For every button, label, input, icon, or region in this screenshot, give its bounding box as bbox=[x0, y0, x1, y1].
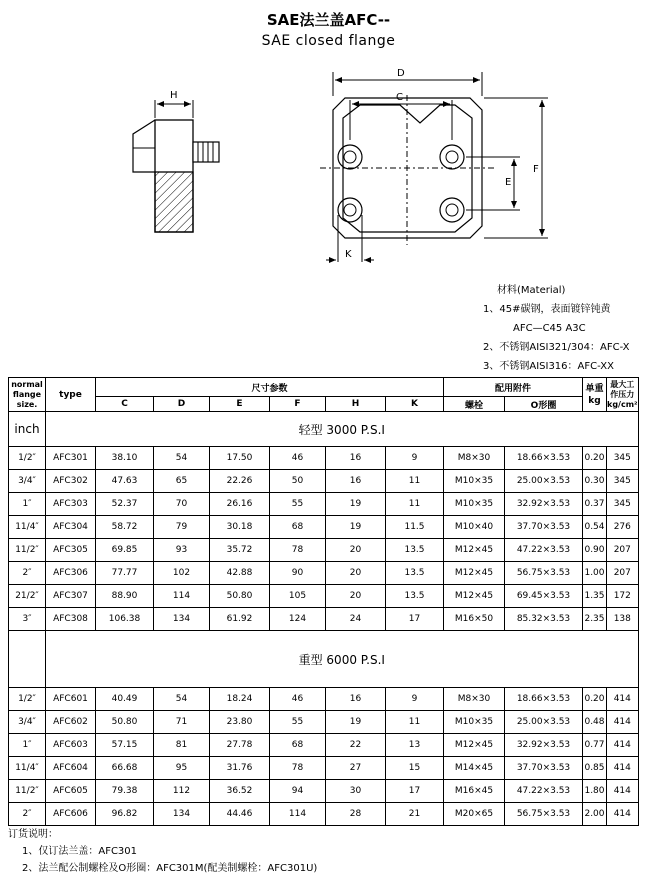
table-cell: 3″ bbox=[9, 608, 46, 631]
header-col: K bbox=[386, 397, 444, 412]
table-cell: 68 bbox=[270, 734, 326, 757]
order-item: 2、法兰配公制螺栓及O形圈：AFC301M(配美制螺栓：AFC301U) bbox=[22, 863, 318, 874]
table-cell: 102 bbox=[154, 562, 210, 585]
table-cell: 1″ bbox=[9, 493, 46, 516]
spacer-cell bbox=[9, 631, 46, 688]
dim-c-label: C bbox=[396, 92, 403, 103]
table-cell: 17.50 bbox=[210, 447, 270, 470]
table-cell: 68 bbox=[270, 516, 326, 539]
table-cell: M12×45 bbox=[444, 539, 505, 562]
table-cell: 1/2″ bbox=[9, 447, 46, 470]
table-cell: 3/4″ bbox=[9, 711, 46, 734]
table-cell: 93 bbox=[154, 539, 210, 562]
order-notes bbox=[8, 826, 317, 877]
table-cell: 114 bbox=[154, 585, 210, 608]
table-cell: 414 bbox=[607, 734, 639, 757]
table-cell: 54 bbox=[154, 447, 210, 470]
table-cell: 70 bbox=[154, 493, 210, 516]
table-cell: 55 bbox=[270, 711, 326, 734]
table-cell: 11 bbox=[386, 493, 444, 516]
table-cell: 13.5 bbox=[386, 585, 444, 608]
table-cell: 13.5 bbox=[386, 562, 444, 585]
table-row bbox=[9, 711, 639, 734]
table-cell: 15 bbox=[386, 757, 444, 780]
table-cell: 16 bbox=[326, 447, 386, 470]
table-cell: 414 bbox=[607, 803, 639, 826]
table-cell: M12×45 bbox=[444, 734, 505, 757]
table-cell: 0.85 bbox=[583, 757, 607, 780]
table-cell: 11.5 bbox=[386, 516, 444, 539]
table-cell: 345 bbox=[607, 493, 639, 516]
table-cell: 25.00×3.53 bbox=[505, 711, 583, 734]
table-cell: M8×30 bbox=[444, 447, 505, 470]
table-cell: 3/4″ bbox=[9, 470, 46, 493]
header-pressure bbox=[607, 378, 639, 412]
table-cell: 2″ bbox=[9, 562, 46, 585]
header-col: D bbox=[154, 397, 210, 412]
table-cell: 2″ bbox=[9, 803, 46, 826]
table-cell: 30 bbox=[326, 780, 386, 803]
table-row bbox=[9, 734, 639, 757]
table-cell: 9 bbox=[386, 447, 444, 470]
header-col: H bbox=[326, 397, 386, 412]
table-row bbox=[9, 447, 639, 470]
table-cell: 138 bbox=[607, 608, 639, 631]
table-cell: 112 bbox=[154, 780, 210, 803]
header-weight-unit: kg bbox=[588, 395, 601, 406]
table-cell: 47.22×3.53 bbox=[505, 539, 583, 562]
table-cell: 77.77 bbox=[96, 562, 154, 585]
table-cell: 27.78 bbox=[210, 734, 270, 757]
table-cell: 172 bbox=[607, 585, 639, 608]
table-cell: AFC307 bbox=[46, 585, 96, 608]
light-section-title: 轻型 3000 P.S.I bbox=[46, 412, 639, 447]
table-row bbox=[9, 780, 639, 803]
material-item: AFC—C45 A3C bbox=[513, 323, 586, 334]
table-cell: AFC306 bbox=[46, 562, 96, 585]
table-cell: 31.76 bbox=[210, 757, 270, 780]
table-cell: AFC304 bbox=[46, 516, 96, 539]
table-cell: 19 bbox=[326, 493, 386, 516]
header-col: C bbox=[96, 397, 154, 412]
page-subtitle: SAE closed flange bbox=[261, 33, 396, 49]
table-cell: 9 bbox=[386, 688, 444, 711]
table-cell: 22 bbox=[326, 734, 386, 757]
table-cell: M12×45 bbox=[444, 562, 505, 585]
table-cell: 345 bbox=[607, 447, 639, 470]
table-cell: M10×35 bbox=[444, 493, 505, 516]
table-cell: 276 bbox=[607, 516, 639, 539]
table-cell: 65 bbox=[154, 470, 210, 493]
table-cell: 78 bbox=[270, 539, 326, 562]
table-cell: 54 bbox=[154, 688, 210, 711]
table-cell: 61.92 bbox=[210, 608, 270, 631]
table-cell: AFC303 bbox=[46, 493, 96, 516]
dim-e-label: E bbox=[505, 177, 512, 188]
table-cell: 56.75×3.53 bbox=[505, 562, 583, 585]
table-cell: 114 bbox=[270, 803, 326, 826]
table-cell: 85.32×3.53 bbox=[505, 608, 583, 631]
table-cell: 0.90 bbox=[583, 539, 607, 562]
table-cell: 37.70×3.53 bbox=[505, 757, 583, 780]
header-pressure-label: 最大工作压力 bbox=[610, 379, 635, 399]
table-cell: 50.80 bbox=[96, 711, 154, 734]
table-cell: M16×45 bbox=[444, 780, 505, 803]
table-cell: 79 bbox=[154, 516, 210, 539]
table-cell: M16×50 bbox=[444, 608, 505, 631]
table-cell: 26.16 bbox=[210, 493, 270, 516]
table-row bbox=[9, 539, 639, 562]
table-cell: 17 bbox=[386, 780, 444, 803]
table-cell: M20×65 bbox=[444, 803, 505, 826]
light-rows bbox=[9, 447, 639, 631]
dim-d-label: D bbox=[397, 68, 405, 79]
material-item: 3、不锈钢AISI316：AFC-XX bbox=[483, 361, 614, 372]
table-cell: 36.52 bbox=[210, 780, 270, 803]
side-view bbox=[133, 90, 219, 232]
table-cell: 16 bbox=[326, 470, 386, 493]
table-row bbox=[9, 493, 639, 516]
table-cell: 32.92×3.53 bbox=[505, 493, 583, 516]
header-col: F bbox=[270, 397, 326, 412]
unit-label: inch bbox=[9, 412, 46, 447]
table-cell: 134 bbox=[154, 608, 210, 631]
header-type: type bbox=[46, 378, 96, 412]
table-cell: 414 bbox=[607, 757, 639, 780]
table-cell: 18.66×3.53 bbox=[505, 688, 583, 711]
material-item: 2、不锈钢AISI321/304：AFC-X bbox=[483, 342, 630, 353]
table-cell: 1/2″ bbox=[9, 688, 46, 711]
table-cell: 0.20 bbox=[583, 447, 607, 470]
table-cell: 66.68 bbox=[96, 757, 154, 780]
table-cell: AFC603 bbox=[46, 734, 96, 757]
table-cell: 95 bbox=[154, 757, 210, 780]
table-cell: 50 bbox=[270, 470, 326, 493]
table-cell: 18.24 bbox=[210, 688, 270, 711]
table-cell: AFC601 bbox=[46, 688, 96, 711]
table-cell: 58.72 bbox=[96, 516, 154, 539]
table-cell: 11 bbox=[386, 470, 444, 493]
table-cell: 21/2″ bbox=[9, 585, 46, 608]
material-notes bbox=[483, 281, 630, 376]
table-cell: 94 bbox=[270, 780, 326, 803]
table-row bbox=[9, 757, 639, 780]
table-cell: 2.00 bbox=[583, 803, 607, 826]
table-cell: 414 bbox=[607, 711, 639, 734]
table-cell: 16 bbox=[326, 688, 386, 711]
table-cell: 0.20 bbox=[583, 688, 607, 711]
table-cell: AFC302 bbox=[46, 470, 96, 493]
table-cell: M10×40 bbox=[444, 516, 505, 539]
table-cell: 47.22×3.53 bbox=[505, 780, 583, 803]
table-cell: 27 bbox=[326, 757, 386, 780]
table-cell: M10×35 bbox=[444, 711, 505, 734]
table-cell: 46 bbox=[270, 688, 326, 711]
table-row bbox=[9, 688, 639, 711]
table-cell: 1.80 bbox=[583, 780, 607, 803]
table-row bbox=[9, 516, 639, 539]
spec-table bbox=[8, 377, 639, 826]
table-cell: 52.37 bbox=[96, 493, 154, 516]
table-cell: 38.10 bbox=[96, 447, 154, 470]
header-pressure-unit: kg/cm² bbox=[607, 399, 638, 409]
table-cell: 0.48 bbox=[583, 711, 607, 734]
table-cell: M8×30 bbox=[444, 688, 505, 711]
table-cell: 50.80 bbox=[210, 585, 270, 608]
table-cell: 46 bbox=[270, 447, 326, 470]
order-heading: 订货说明： bbox=[8, 829, 58, 840]
table-row bbox=[9, 470, 639, 493]
table-cell: 19 bbox=[326, 711, 386, 734]
table-cell: 1.00 bbox=[583, 562, 607, 585]
table-cell: 40.49 bbox=[96, 688, 154, 711]
page-title: SAE法兰盖AFC-- bbox=[266, 11, 391, 29]
table-cell: 35.72 bbox=[210, 539, 270, 562]
table-cell: 22.26 bbox=[210, 470, 270, 493]
header-weight bbox=[583, 378, 607, 412]
table-cell: 11/4″ bbox=[9, 757, 46, 780]
table-cell: 207 bbox=[607, 562, 639, 585]
table-cell: 345 bbox=[607, 470, 639, 493]
table-cell: 11/2″ bbox=[9, 539, 46, 562]
heavy-rows bbox=[9, 688, 639, 826]
dim-f-label: F bbox=[533, 164, 539, 175]
table-cell: M10×35 bbox=[444, 470, 505, 493]
table-cell: 11 bbox=[386, 711, 444, 734]
table-cell: 57.15 bbox=[96, 734, 154, 757]
table-cell: 88.90 bbox=[96, 585, 154, 608]
table-cell: 124 bbox=[270, 608, 326, 631]
table-cell: M12×45 bbox=[444, 585, 505, 608]
table-cell: 0.30 bbox=[583, 470, 607, 493]
table-cell: 96.82 bbox=[96, 803, 154, 826]
header-dims: 尺寸参数 bbox=[96, 378, 444, 397]
header-accessories: 配用附件 bbox=[444, 378, 583, 397]
table-cell: 23.80 bbox=[210, 711, 270, 734]
table-cell: AFC305 bbox=[46, 539, 96, 562]
table-cell: 42.88 bbox=[210, 562, 270, 585]
material-heading: 材料(Material) bbox=[497, 285, 566, 296]
table-cell: 28 bbox=[326, 803, 386, 826]
table-cell: 69.85 bbox=[96, 539, 154, 562]
table-cell: 1.35 bbox=[583, 585, 607, 608]
table-cell: 0.37 bbox=[583, 493, 607, 516]
table-cell: 71 bbox=[154, 711, 210, 734]
table-cell: 81 bbox=[154, 734, 210, 757]
table-cell: 105 bbox=[270, 585, 326, 608]
table-row bbox=[9, 562, 639, 585]
table-cell: 2.35 bbox=[583, 608, 607, 631]
table-cell: 414 bbox=[607, 780, 639, 803]
table-cell: AFC301 bbox=[46, 447, 96, 470]
dim-h-label: H bbox=[170, 90, 178, 101]
table-cell: 56.75×3.53 bbox=[505, 803, 583, 826]
table-cell: AFC602 bbox=[46, 711, 96, 734]
table-cell: 25.00×3.53 bbox=[505, 470, 583, 493]
table-cell: 13.5 bbox=[386, 539, 444, 562]
table-cell: 44.46 bbox=[210, 803, 270, 826]
header-bolt: 螺栓 bbox=[444, 397, 505, 412]
header-oring: O形圈 bbox=[505, 397, 583, 412]
front-view bbox=[320, 68, 548, 262]
table-cell: 0.54 bbox=[583, 516, 607, 539]
dim-k-label: K bbox=[345, 249, 352, 260]
table-cell: 11/2″ bbox=[9, 780, 46, 803]
table-cell: AFC604 bbox=[46, 757, 96, 780]
table-cell: AFC308 bbox=[46, 608, 96, 631]
header-col: E bbox=[210, 397, 270, 412]
table-cell: 21 bbox=[386, 803, 444, 826]
table-cell: 24 bbox=[326, 608, 386, 631]
table-cell: 106.38 bbox=[96, 608, 154, 631]
table-row bbox=[9, 585, 639, 608]
table-cell: 1″ bbox=[9, 734, 46, 757]
table-cell: 17 bbox=[386, 608, 444, 631]
table-cell: 78 bbox=[270, 757, 326, 780]
table-cell: 13 bbox=[386, 734, 444, 757]
table-row bbox=[9, 608, 639, 631]
table-row bbox=[9, 803, 639, 826]
table-cell: 37.70×3.53 bbox=[505, 516, 583, 539]
flange-drawing bbox=[0, 0, 657, 280]
table-cell: 20 bbox=[326, 562, 386, 585]
table-cell: 207 bbox=[607, 539, 639, 562]
table-cell: 30.18 bbox=[210, 516, 270, 539]
table-cell: 69.45×3.53 bbox=[505, 585, 583, 608]
table-cell: 20 bbox=[326, 585, 386, 608]
table-cell: M14×45 bbox=[444, 757, 505, 780]
table-cell: 20 bbox=[326, 539, 386, 562]
table-cell: AFC605 bbox=[46, 780, 96, 803]
table-cell: 79.38 bbox=[96, 780, 154, 803]
table-cell: 134 bbox=[154, 803, 210, 826]
material-item: 1、45#碳钢，表面镀锌钝黄 bbox=[483, 304, 611, 315]
table-cell: 32.92×3.53 bbox=[505, 734, 583, 757]
table-cell: 19 bbox=[326, 516, 386, 539]
table-cell: 414 bbox=[607, 688, 639, 711]
header-size: normal flange size. bbox=[9, 378, 46, 412]
table-cell: AFC606 bbox=[46, 803, 96, 826]
header-weight-label: 单重 bbox=[585, 383, 604, 394]
table-cell: 90 bbox=[270, 562, 326, 585]
table-cell: 11/4″ bbox=[9, 516, 46, 539]
order-item: 1、仅订法兰盖：AFC301 bbox=[22, 846, 138, 857]
table-cell: 0.77 bbox=[583, 734, 607, 757]
table-cell: 55 bbox=[270, 493, 326, 516]
table-cell: 18.66×3.53 bbox=[505, 447, 583, 470]
heavy-section-title: 重型 6000 P.S.I bbox=[46, 631, 639, 688]
table-cell: 47.63 bbox=[96, 470, 154, 493]
